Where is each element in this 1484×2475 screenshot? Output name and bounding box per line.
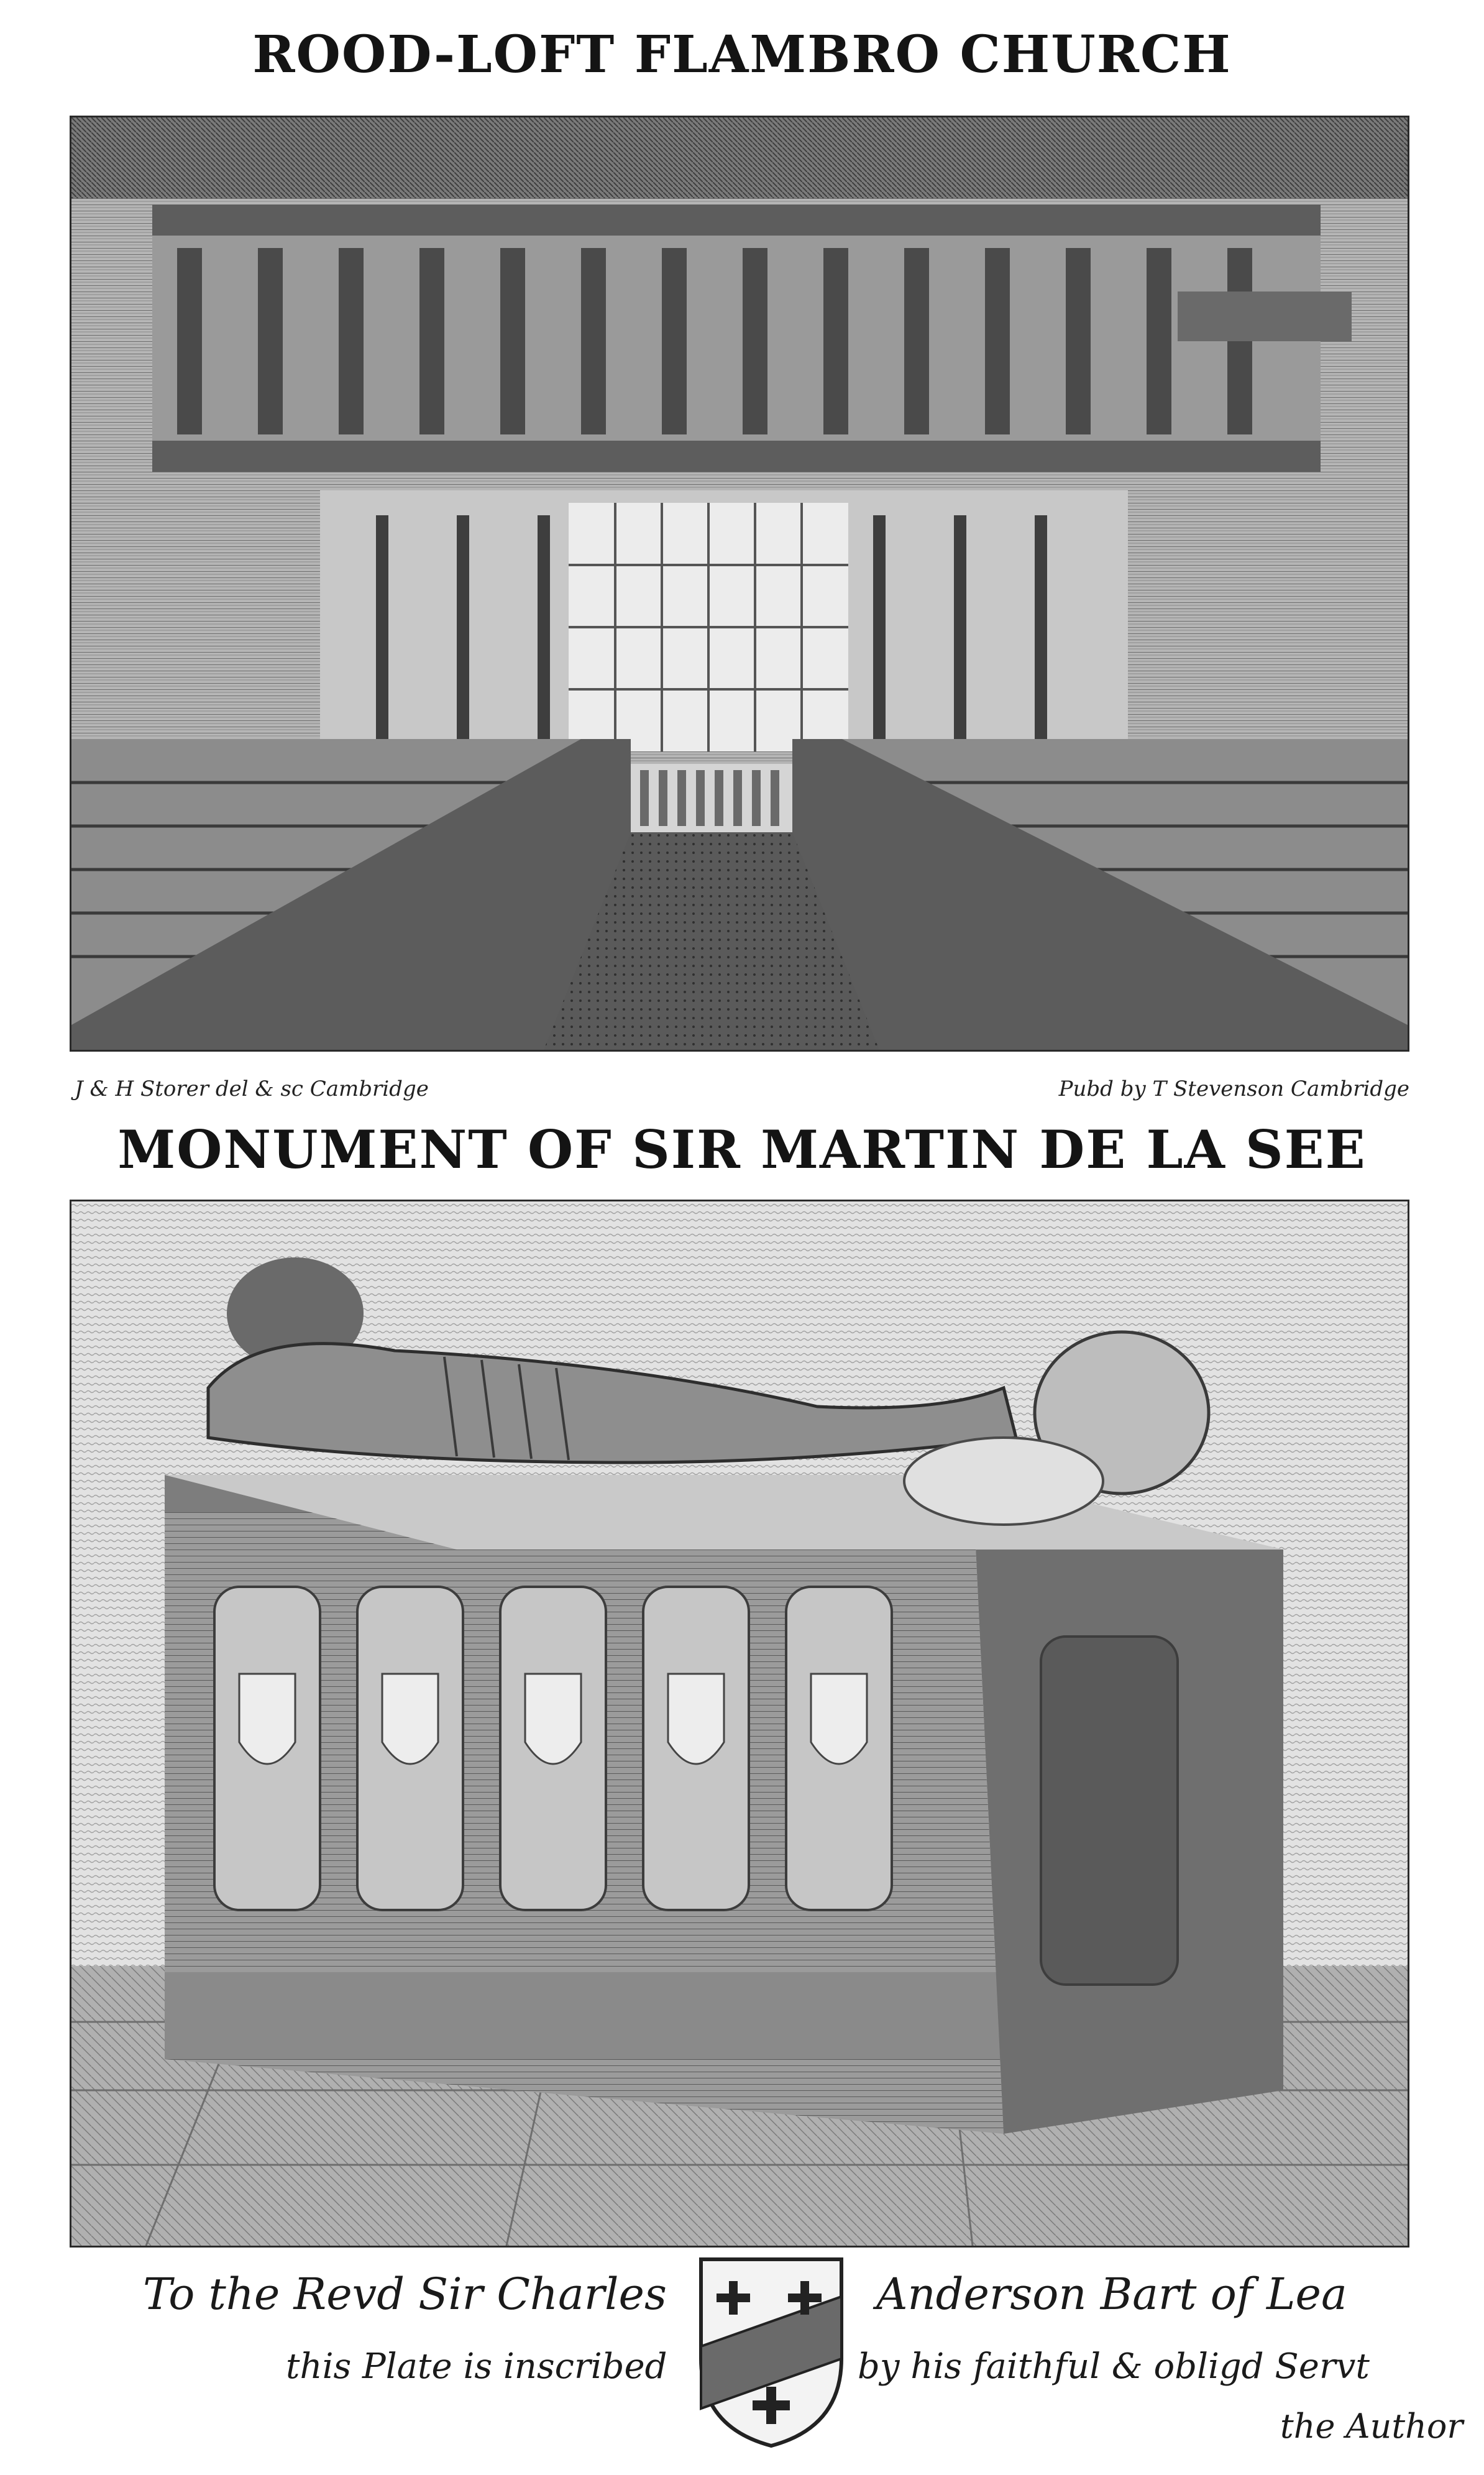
monument-illustration [71,1201,1408,2246]
dedication-line-4: by his faithful & obligd Servt [858,2346,1370,2387]
monument-engraving [70,1200,1409,2248]
engraver-credit: J & H Storer del & sc Cambridge [75,1077,429,1101]
rood-loft-illustration [71,117,1408,1050]
plate-title-rood-loft: ROOD-LOFT FLAMBRO CHURCH [252,25,1232,85]
rood-loft-engraving [70,116,1409,1052]
publisher-credit: Pubd by T Stevenson Cambridge [1058,1077,1409,1101]
heraldic-shield-icon [695,2253,848,2452]
dedication-signature: the Author [1280,2407,1463,2446]
dedication-line-1: To the Revd Sir Charles [143,2269,667,2320]
dedication-line-3: this Plate is inscribed [286,2346,667,2387]
plate-title-monument: MONUMENT OF SIR MARTIN DE LA SEE [117,1119,1367,1180]
dedication-line-2: Anderson Bart of Lea [876,2269,1347,2320]
